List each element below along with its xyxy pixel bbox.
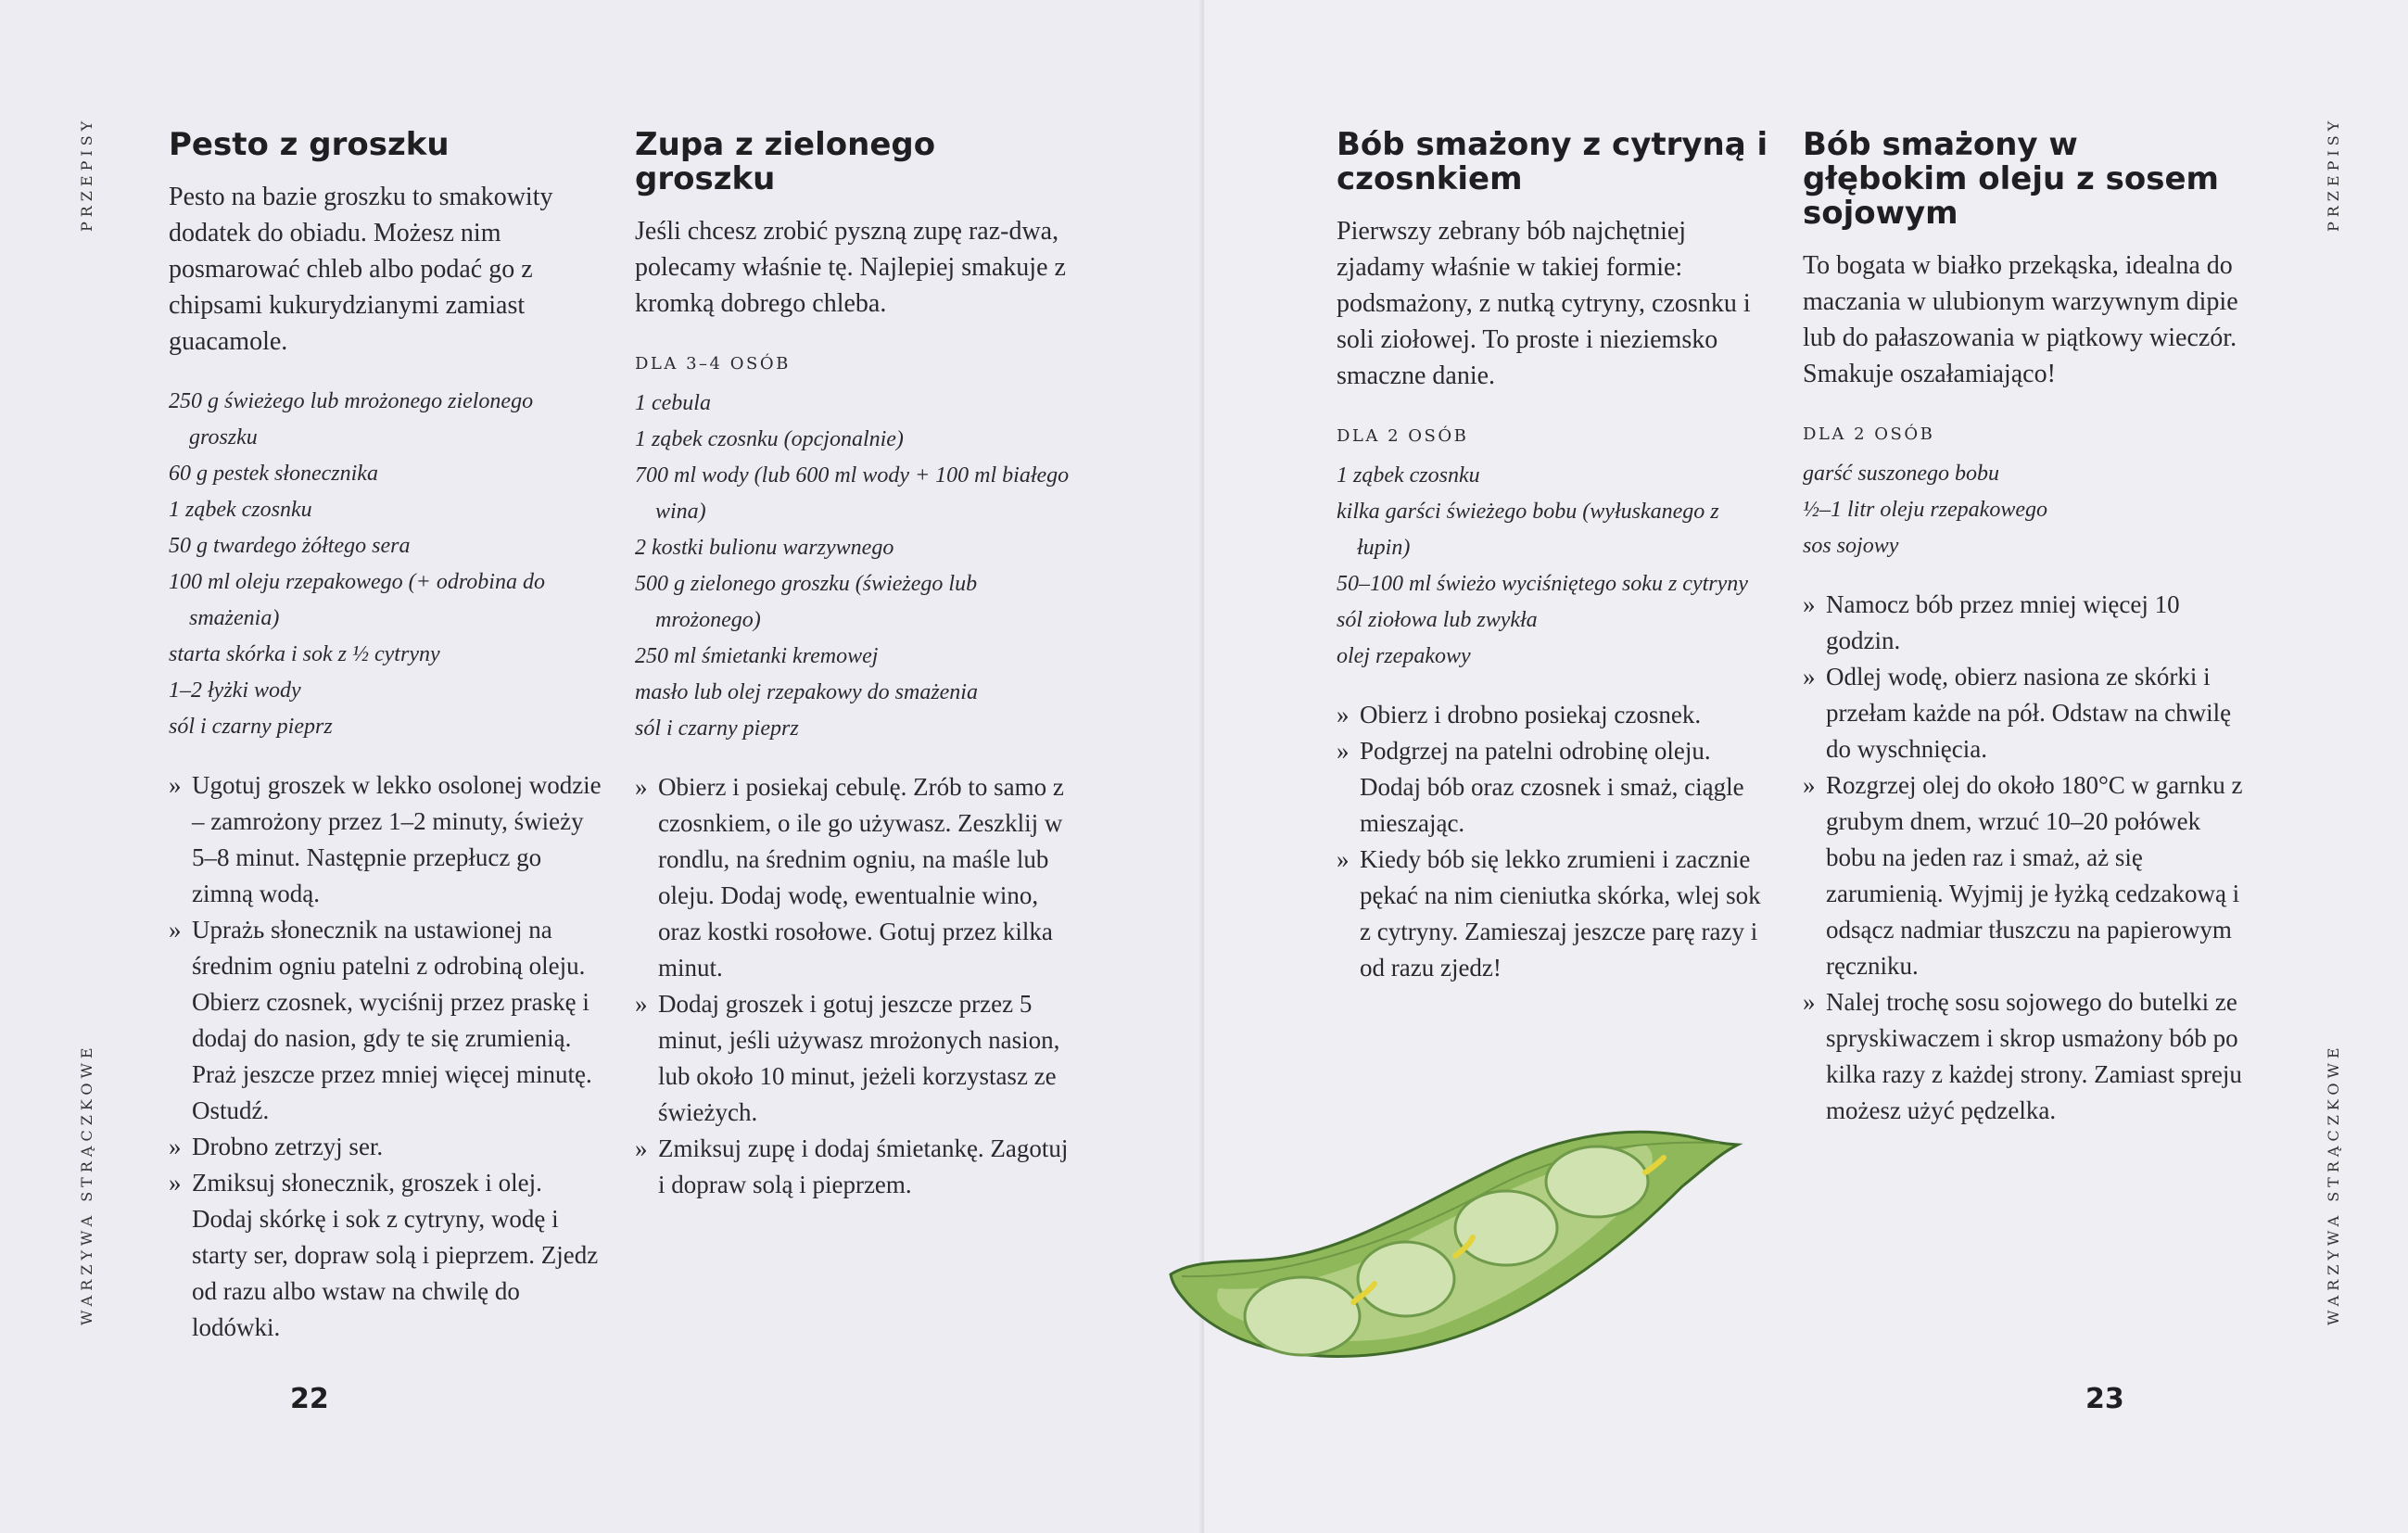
step-list <box>1337 697 1772 986</box>
chapter-label-right: WARZYWA STRĄCZKOWE <box>2325 1043 2342 1325</box>
ingredient: garść suszonego bobu <box>1803 462 2000 486</box>
ingredient: sos sojowy <box>1803 534 1899 558</box>
pea <box>1455 1191 1557 1265</box>
ingredient: 1 ząbek czosnku <box>169 498 312 522</box>
recipe-intro: Pierwszy zebrany bób najchętniej zjadamy właśnie w takiej formie: podsmażony, z nutką cytryny, czosnku i soli ziołowej. To proste i nieziemsko smaczne danie. <box>1337 217 1751 390</box>
recipe-zupa <box>635 128 1075 1203</box>
step-list <box>169 767 604 1346</box>
ingredient: masło lub olej rzepakowy do smażenia <box>635 680 978 704</box>
ingredient: 60 g pestek słonecznika <box>169 462 378 486</box>
serves-label: DLA 2 OSÓB <box>1337 426 1469 446</box>
ingredient: kilka garści świeżego bobu (wyłuskanego z łupin) <box>1337 500 1719 560</box>
ingredient: 700 ml wody (lub 600 ml wody + 100 ml białego wina) <box>635 463 1070 524</box>
ingredient: 1–2 łyżki wody <box>169 678 301 703</box>
ingredient: 1 cebula <box>635 391 711 415</box>
step-list <box>1803 587 2248 1129</box>
ingredient-list <box>169 384 604 745</box>
recipe-title: Bób smażony z cytryną i czosnkiem <box>1337 126 1768 197</box>
recipe-title: Bób smażony w głębokim oleju z sosem sojowym <box>1803 126 2219 232</box>
ingredient-list <box>1803 456 2248 564</box>
recipe-intro: Pesto na bazie groszku to smakowity dodatek do obiadu. Możesz nim posmarować chleb albo podać go z chipsami kukurydzianymi zamiast guacamole. <box>169 183 553 356</box>
step: » Namocz bób przez mniej więcej 10 godzin. <box>1803 587 2248 659</box>
ingredient: 250 g świeżego lub mrożonego zielonego groszku <box>169 389 534 450</box>
step: » Ugotuj groszek w lekko osolonej wodzie – zamrożony przez 1–2 minuty, świeży 5–8 minut. Następnie przepłucz go zimną wodą. <box>169 767 604 912</box>
recipe-bob-soja <box>1803 128 2248 1129</box>
ingredient: olej rzepakowy <box>1337 644 1471 668</box>
page-number-left: 22 <box>290 1383 329 1415</box>
ingredient: 100 ml oleju rzepakowego (+ odrobina do smażenia) <box>169 570 545 630</box>
pea <box>1245 1277 1360 1355</box>
ingredient: 50 g twardego żółtego sera <box>169 534 411 558</box>
ingredient: sól i czarny pieprz <box>169 715 333 739</box>
section-label-right: PRZEPISY <box>2325 116 2342 232</box>
ingredient: 250 ml śmietanki kremowej <box>635 644 879 668</box>
ingredient: starta skórka i sok z ½ cytryny <box>169 642 440 666</box>
step: » Dodaj groszek i gotuj jeszcze przez 5 minut, jeśli używasz mrożonych nasion, lub około 10 minut, jeżeli korzystasz ze świeżych. <box>635 986 1075 1131</box>
recipe-intro: Jeśli chcesz zrobić pyszną zupę raz-dwa, polecamy właśnie tę. Najlepiej smakuje z kromką dobrego chleba. <box>635 217 1066 318</box>
serves-label: DLA 2 OSÓB <box>1803 424 1935 444</box>
pea-pod-illustration <box>1163 1117 1747 1367</box>
ingredient: 1 ząbek czosnku (opcjonalnie) <box>635 427 904 451</box>
step: » Obierz i posiekaj cebulę. Zrób to samo z czosnkiem, o ile go używasz. Zeszklij w rondlu, na średnim ogniu, na maśle lub oleju. Dodaj wodę, ewentualnie wino, oraz kostki rosołowe. Gotuj przez kilka minut. <box>635 769 1075 986</box>
step-list <box>635 769 1075 1203</box>
pea <box>1546 1147 1648 1217</box>
recipe-intro: To bogata w białko przekąska, idealna do maczania w ulubionym warzywnym dipie lub do pałaszowania w piątkowy wieczór. Smakuje oszałamiająco! <box>1803 251 2238 388</box>
step: » Nalej trochę sosu sojowego do butelki ze spryskiwaczem i skrop usmażony bób po kilka razy z każdej strony. Zamiast spreju możesz użyć pędzelka. <box>1803 984 2248 1129</box>
recipe-title: Pesto z groszku <box>169 126 450 163</box>
ingredient: sól ziołowa lub zwykła <box>1337 608 1538 632</box>
page-number-right: 23 <box>2085 1383 2124 1415</box>
ingredient-list <box>1337 458 1772 675</box>
chapter-label-left: WARZYWA STRĄCZKOWE <box>78 1043 95 1325</box>
step: » Podgrzej na patelni odrobinę oleju. Dodaj bób oraz czosnek i smaż, ciągle mieszając. <box>1337 733 1772 842</box>
section-label-left: PRZEPISY <box>78 116 95 232</box>
ingredient: ½–1 litr oleju rzepakowego <box>1803 498 2047 522</box>
step: » Zmiksuj zupę i dodaj śmietankę. Zagotuj i dopraw solą i pieprzem. <box>635 1131 1075 1203</box>
recipe-title: Zupa z zielonego groszku <box>635 126 936 197</box>
step: » Kiedy bób się lekko zrumieni i zacznie pękać na nim cieniutka skórka, wlej sok z cytryny. Zamieszaj jeszcze parę razy i od razu zjedz! <box>1337 842 1772 986</box>
step: » Drobno zetrzyj ser. <box>169 1129 604 1165</box>
recipe-pesto <box>169 128 604 1346</box>
ingredient: 1 ząbek czosnku <box>1337 463 1480 488</box>
ingredient: sól i czarny pieprz <box>635 716 799 741</box>
step: » Obierz i drobno posiekaj czosnek. <box>1337 697 1772 733</box>
ingredient-list <box>635 386 1075 747</box>
ingredient: 50–100 ml świeżo wyciśniętego soku z cytryny <box>1337 572 1748 596</box>
pea <box>1358 1242 1454 1316</box>
ingredient: 2 kostki bulionu warzywnego <box>635 536 894 560</box>
serves-label: DLA 3–4 OSÓB <box>635 354 791 374</box>
recipe-bob-cytryna <box>1337 128 1772 986</box>
ingredient: 500 g zielonego groszku (świeżego lub mrożonego) <box>635 572 978 632</box>
step: » Rozgrzej olej do około 180°C w garnku z grubym dnem, wrzuć 10–20 połówek bobu na jeden raz i smaż, aż się zarumienią. Wyjmij je łyżką cedzakową i odsącz nadmiar tłuszczu na papierowym ręczniku. <box>1803 767 2248 984</box>
step: » Odlej wodę, obierz nasiona ze skórki i przełam każde na pół. Odstaw na chwilę do wyschnięcia. <box>1803 659 2248 767</box>
step: » Uprażь słonecznik na ustawionej na średnim ogniu patelni z odrobiną oleju. Obierz czosnek, wyciśnij przez praskę i dodaj do nasion, gdy te się zrumienią. Praż jeszcze przez mniej więcej minutę. Ostudź. <box>169 912 604 1129</box>
step: » Zmiksuj słonecznik, groszek i olej. Dodaj skórkę i sok z cytryny, wodę i starty ser, dopraw solą i pieprzem. Zjedz od razu albo wstaw na chwilę do lodówki. <box>169 1165 604 1346</box>
